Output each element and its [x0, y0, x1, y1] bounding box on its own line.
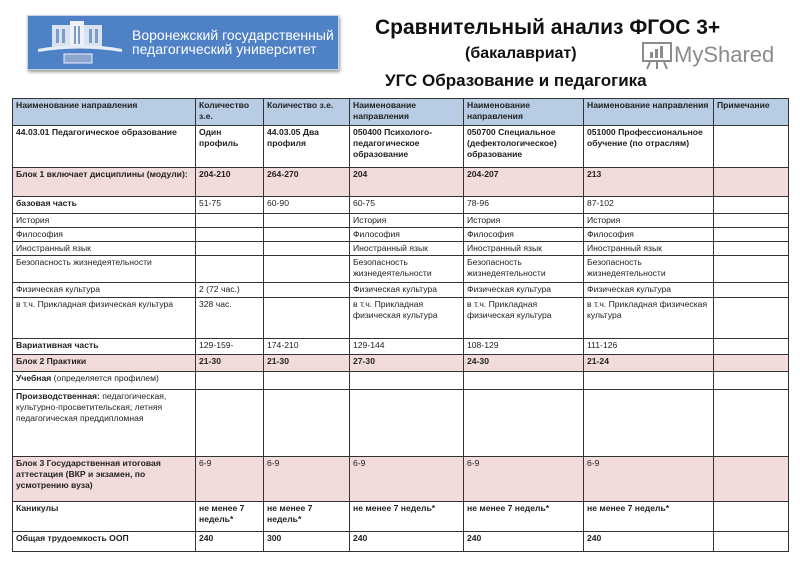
table-cell: [196, 214, 264, 228]
table-cell: в т.ч. Прикладная физическая культура: [584, 298, 714, 339]
table-cell: 240: [350, 532, 464, 552]
table-cell: в т.ч. Прикладная физическая культура: [350, 298, 464, 339]
table-cell: 204: [350, 168, 464, 197]
table-cell: [464, 390, 584, 457]
table-cell: [584, 390, 714, 457]
table-cell: в т.ч. Прикладная физическая культура: [464, 298, 584, 339]
table-cell: 44.03.01 Педагогическое образование: [13, 126, 196, 168]
table-cell: История: [350, 214, 464, 228]
table-cell: Безопасность жизнедеятельности: [464, 256, 584, 283]
table-cell: 111-126: [584, 339, 714, 355]
table-cell: [196, 256, 264, 283]
table-cell: 87-102: [584, 197, 714, 214]
presentation-icon: [640, 40, 674, 70]
table-cell: Количество з.е.: [196, 99, 264, 126]
table-cell: Иностранный язык: [350, 242, 464, 256]
table-cell: Примечание: [714, 99, 789, 126]
table-cell: Философия: [584, 228, 714, 242]
table-cell: [714, 168, 789, 197]
table-header-row: [13, 99, 789, 126]
cell-bold-label: Производственная:: [16, 391, 100, 401]
table-cell: Блок 2 Практики: [13, 355, 196, 372]
table-cell: [264, 283, 350, 298]
table-row: [13, 168, 789, 197]
table-row: [13, 126, 789, 168]
table-cell: [714, 532, 789, 552]
table-cell: Общая трудоемкость ООП: [13, 532, 196, 552]
table-row: [13, 390, 789, 457]
table-cell: 264-270: [264, 168, 350, 197]
table-cell: [714, 355, 789, 372]
table-cell: Наименование направления: [13, 99, 196, 126]
table-cell: Каникулы: [13, 502, 196, 532]
table-cell: Иностранный язык: [584, 242, 714, 256]
table-cell: Наименование направления: [584, 99, 714, 126]
table-cell: 6-9: [464, 457, 584, 502]
table-cell: Безопасность жизнедеятельности: [13, 256, 196, 283]
table-cell: 78-96: [464, 197, 584, 214]
table-cell: 051000 Профессиональное обучение (по отраслям): [584, 126, 714, 168]
table-cell: в т.ч. Прикладная физическая культура: [13, 298, 196, 339]
table-row: [13, 372, 789, 390]
table-cell: Один профиль: [196, 126, 264, 168]
table-cell: Физическая культура: [350, 283, 464, 298]
table-cell: 60-90: [264, 197, 350, 214]
university-building-icon: [34, 19, 126, 65]
table-row: [13, 242, 789, 256]
table-cell: [264, 390, 350, 457]
table-cell: базовая часть: [13, 197, 196, 214]
table-cell: [714, 372, 789, 390]
logo-line-2: педагогический университет: [132, 41, 317, 57]
table-cell: 51-75: [196, 197, 264, 214]
table-cell: [264, 298, 350, 339]
table-cell: [714, 126, 789, 168]
table-cell: [714, 390, 789, 457]
table-cell: [714, 283, 789, 298]
logo-line-1: Воронежский государственный: [132, 27, 334, 43]
table-cell: Физическая культура: [584, 283, 714, 298]
table-row: [13, 298, 789, 339]
table-cell: Философия: [13, 228, 196, 242]
table-row: [13, 256, 789, 283]
table-cell: [464, 372, 584, 390]
table-cell: Безопасность жизнедеятельности: [350, 256, 464, 283]
table-cell: не менее 7 недель*: [464, 502, 584, 532]
table-cell: [350, 390, 464, 457]
table-cell: Вариативная часть: [13, 339, 196, 355]
table-row: [13, 502, 789, 532]
table-cell: 27-30: [350, 355, 464, 372]
table-cell: [264, 372, 350, 390]
table-cell: 6-9: [264, 457, 350, 502]
comparison-table: [12, 98, 789, 552]
table-cell: 6-9: [196, 457, 264, 502]
table-cell: [264, 242, 350, 256]
table-cell: 21-30: [196, 355, 264, 372]
table-cell: Наименование направления: [350, 99, 464, 126]
table-cell: [714, 197, 789, 214]
table-cell: [264, 228, 350, 242]
table-cell: История: [13, 214, 196, 228]
table-cell: Наименование направления: [464, 99, 584, 126]
table-cell: 050400 Психолого-педагогическое образование: [350, 126, 464, 168]
table-row: [13, 457, 789, 502]
table-cell: 204-210: [196, 168, 264, 197]
table-cell: История: [464, 214, 584, 228]
table-cell: 240: [584, 532, 714, 552]
table-cell: 129-159-: [196, 339, 264, 355]
table-cell: не менее 7 недель*: [264, 502, 350, 532]
table-cell: 60-75: [350, 197, 464, 214]
slide-subtitle-2: УГС Образование и педагогика: [385, 71, 647, 90]
table-cell: [13, 390, 196, 457]
table-cell: 050700 Специальное (дефектологическое) образование: [464, 126, 584, 168]
table-cell: [714, 214, 789, 228]
table-cell: 44.03.05 Два профиля: [264, 126, 350, 168]
cell-note: педагогическая, культурно-просветительская; летняя педагогическая преддипломная: [16, 391, 167, 423]
table-cell: Количество з.е.: [264, 99, 350, 126]
table-cell: [714, 256, 789, 283]
watermark: [640, 40, 774, 70]
university-logo: [27, 15, 339, 70]
table-cell: 2 (72 час.): [196, 283, 264, 298]
table-cell: 129-144: [350, 339, 464, 355]
table-cell: 213: [584, 168, 714, 197]
table-cell: не менее 7 недель*: [350, 502, 464, 532]
table-cell: Философия: [464, 228, 584, 242]
table-cell: 174-210: [264, 339, 350, 355]
table-cell: 240: [464, 532, 584, 552]
table-cell: Физическая культура: [13, 283, 196, 298]
table-cell: [714, 457, 789, 502]
table-cell: История: [584, 214, 714, 228]
watermark-text: MyShared: [674, 42, 775, 67]
table-row: [13, 339, 789, 355]
table-cell: [196, 242, 264, 256]
table-row: [13, 283, 789, 298]
table-row: [13, 214, 789, 228]
table-row: [13, 197, 789, 214]
table-cell: [13, 372, 196, 390]
table-row: [13, 355, 789, 372]
table-cell: Блок 1 включает дисциплины (модули):: [13, 168, 196, 197]
table-cell: 6-9: [584, 457, 714, 502]
table-cell: [350, 372, 464, 390]
table-cell: не менее 7 недель*: [584, 502, 714, 532]
table-cell: 108-129: [464, 339, 584, 355]
table-cell: [264, 256, 350, 283]
table-cell: [196, 372, 264, 390]
table-cell: [714, 339, 789, 355]
table-cell: 21-24: [584, 355, 714, 372]
table-cell: [714, 502, 789, 532]
table-cell: 240: [196, 532, 264, 552]
table-cell: Безопасность жизнедеятельности: [584, 256, 714, 283]
table-cell: [584, 372, 714, 390]
table-cell: [264, 214, 350, 228]
table-cell: [714, 228, 789, 242]
table-cell: не менее 7 недель*: [196, 502, 264, 532]
table-row: [13, 228, 789, 242]
table-cell: 300: [264, 532, 350, 552]
table-cell: 24-30: [464, 355, 584, 372]
slide-title: Сравнительный анализ ФГОС 3+: [375, 16, 721, 39]
table-cell: Иностранный язык: [464, 242, 584, 256]
table-cell: [714, 298, 789, 339]
table-cell: [196, 228, 264, 242]
cell-note: (определяется профилем): [51, 373, 159, 383]
table-cell: Иностранный язык: [13, 242, 196, 256]
table-cell: Философия: [350, 228, 464, 242]
table-cell: [196, 390, 264, 457]
table-cell: 21-30: [264, 355, 350, 372]
table-cell: Блок 3 Государственная итоговая аттестация (ВКР и экзамен, по усмотрению вуза): [13, 457, 196, 502]
table-cell: [714, 242, 789, 256]
table-cell: Физическая культура: [464, 283, 584, 298]
slide-subtitle: (бакалавриат): [465, 45, 577, 62]
cell-bold-label: Учебная: [16, 373, 52, 383]
table-cell: 204-207: [464, 168, 584, 197]
table-cell: 328 час.: [196, 298, 264, 339]
table-cell: 6-9: [350, 457, 464, 502]
table-row: [13, 532, 789, 552]
